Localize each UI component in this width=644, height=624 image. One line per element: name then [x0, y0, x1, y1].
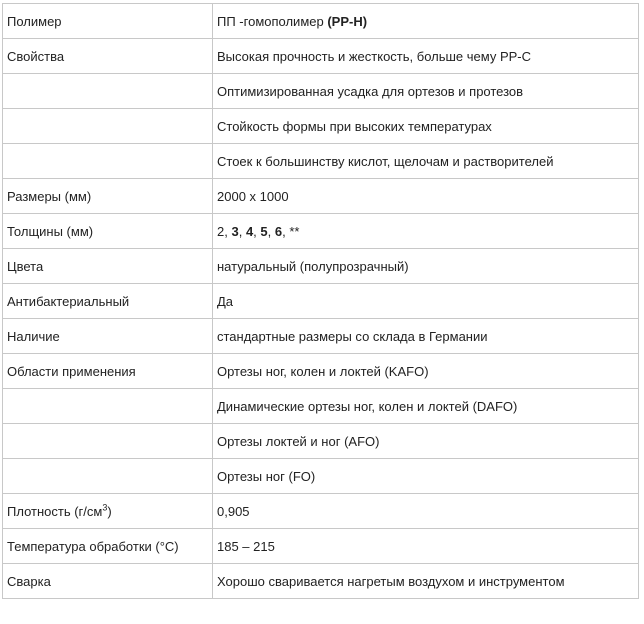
table-row [3, 214, 639, 249]
table-row [3, 319, 639, 354]
row-value: Да [213, 284, 639, 319]
row-value: Ортезы ног (FO) [213, 459, 639, 494]
row-key: Антибактериальный [3, 284, 213, 319]
separator: , ** [282, 223, 300, 239]
density-label: Плотность (г/см [7, 503, 103, 519]
separator: , [253, 223, 261, 239]
row-value: Ортезы ног, колен и локтей (KAFO) [213, 354, 639, 389]
row-key [3, 459, 213, 494]
row-key [3, 74, 213, 109]
thickness-value: 2, [217, 223, 232, 239]
row-key: Наличие [3, 319, 213, 354]
polymer-name: ПП -гомополимер [217, 13, 328, 29]
table-row [3, 4, 639, 39]
superscript: 3 [102, 502, 108, 513]
table-row [3, 179, 639, 214]
row-value: натуральный (полупрозрачный) [213, 249, 639, 284]
density-label-tail: ) [107, 503, 112, 519]
row-key [3, 109, 213, 144]
row-value: Динамические ортезы ног, колен и локтей (DAFO) [213, 389, 639, 424]
table-row [3, 144, 639, 179]
row-value: 2000 x 1000 [213, 179, 639, 214]
row-value: 185 – 215 [213, 529, 639, 564]
row-value: Хорошо сваривается нагретым воздухом и инструментом [213, 564, 639, 599]
row-value: Стойкость формы при высоких температурах [213, 109, 639, 144]
separator: , [238, 223, 246, 239]
row-key [3, 424, 213, 459]
table-row [3, 39, 639, 74]
row-value: стандартные размеры со склада в Германии [213, 319, 639, 354]
table-row [3, 354, 639, 389]
row-key: Температура обработки (°C) [3, 529, 213, 564]
row-key: Полимер [3, 4, 213, 39]
row-value: Стоек к большинству кислот, щелочам и растворителей [213, 144, 639, 179]
row-key: Свойства [3, 39, 213, 74]
row-key: Сварка [3, 564, 213, 599]
row-value: 0,905 [213, 494, 639, 529]
thickness-value: 5 [260, 223, 268, 239]
row-value: Ортезы локтей и ног (AFO) [213, 424, 639, 459]
table-row [3, 529, 639, 564]
separator: , [267, 223, 275, 239]
table-row [3, 389, 639, 424]
row-key: Цвета [3, 249, 213, 284]
table-row [3, 494, 639, 529]
row-value [213, 214, 639, 249]
thickness-value: 4 [245, 223, 254, 239]
table-row [3, 459, 639, 494]
properties-table [2, 3, 639, 599]
row-value: Оптимизированная усадка для ортезов и протезов [213, 74, 639, 109]
table-row [3, 284, 639, 319]
polymer-code: (PP-H) [327, 13, 368, 29]
row-key: Толщины (мм) [3, 214, 213, 249]
thickness-value: 3 [231, 223, 239, 239]
row-key [3, 144, 213, 179]
table-row [3, 109, 639, 144]
table-row [3, 249, 639, 284]
row-key: Области применения [3, 354, 213, 389]
table-row [3, 564, 639, 599]
table-row [3, 424, 639, 459]
row-key [3, 389, 213, 424]
row-key [3, 494, 213, 529]
row-key: Размеры (мм) [3, 179, 213, 214]
row-value [213, 4, 639, 39]
row-value: Высокая прочность и жесткость, больше чему PP-C [213, 39, 639, 74]
table-row [3, 74, 639, 109]
thickness-value: 6 [274, 223, 283, 239]
